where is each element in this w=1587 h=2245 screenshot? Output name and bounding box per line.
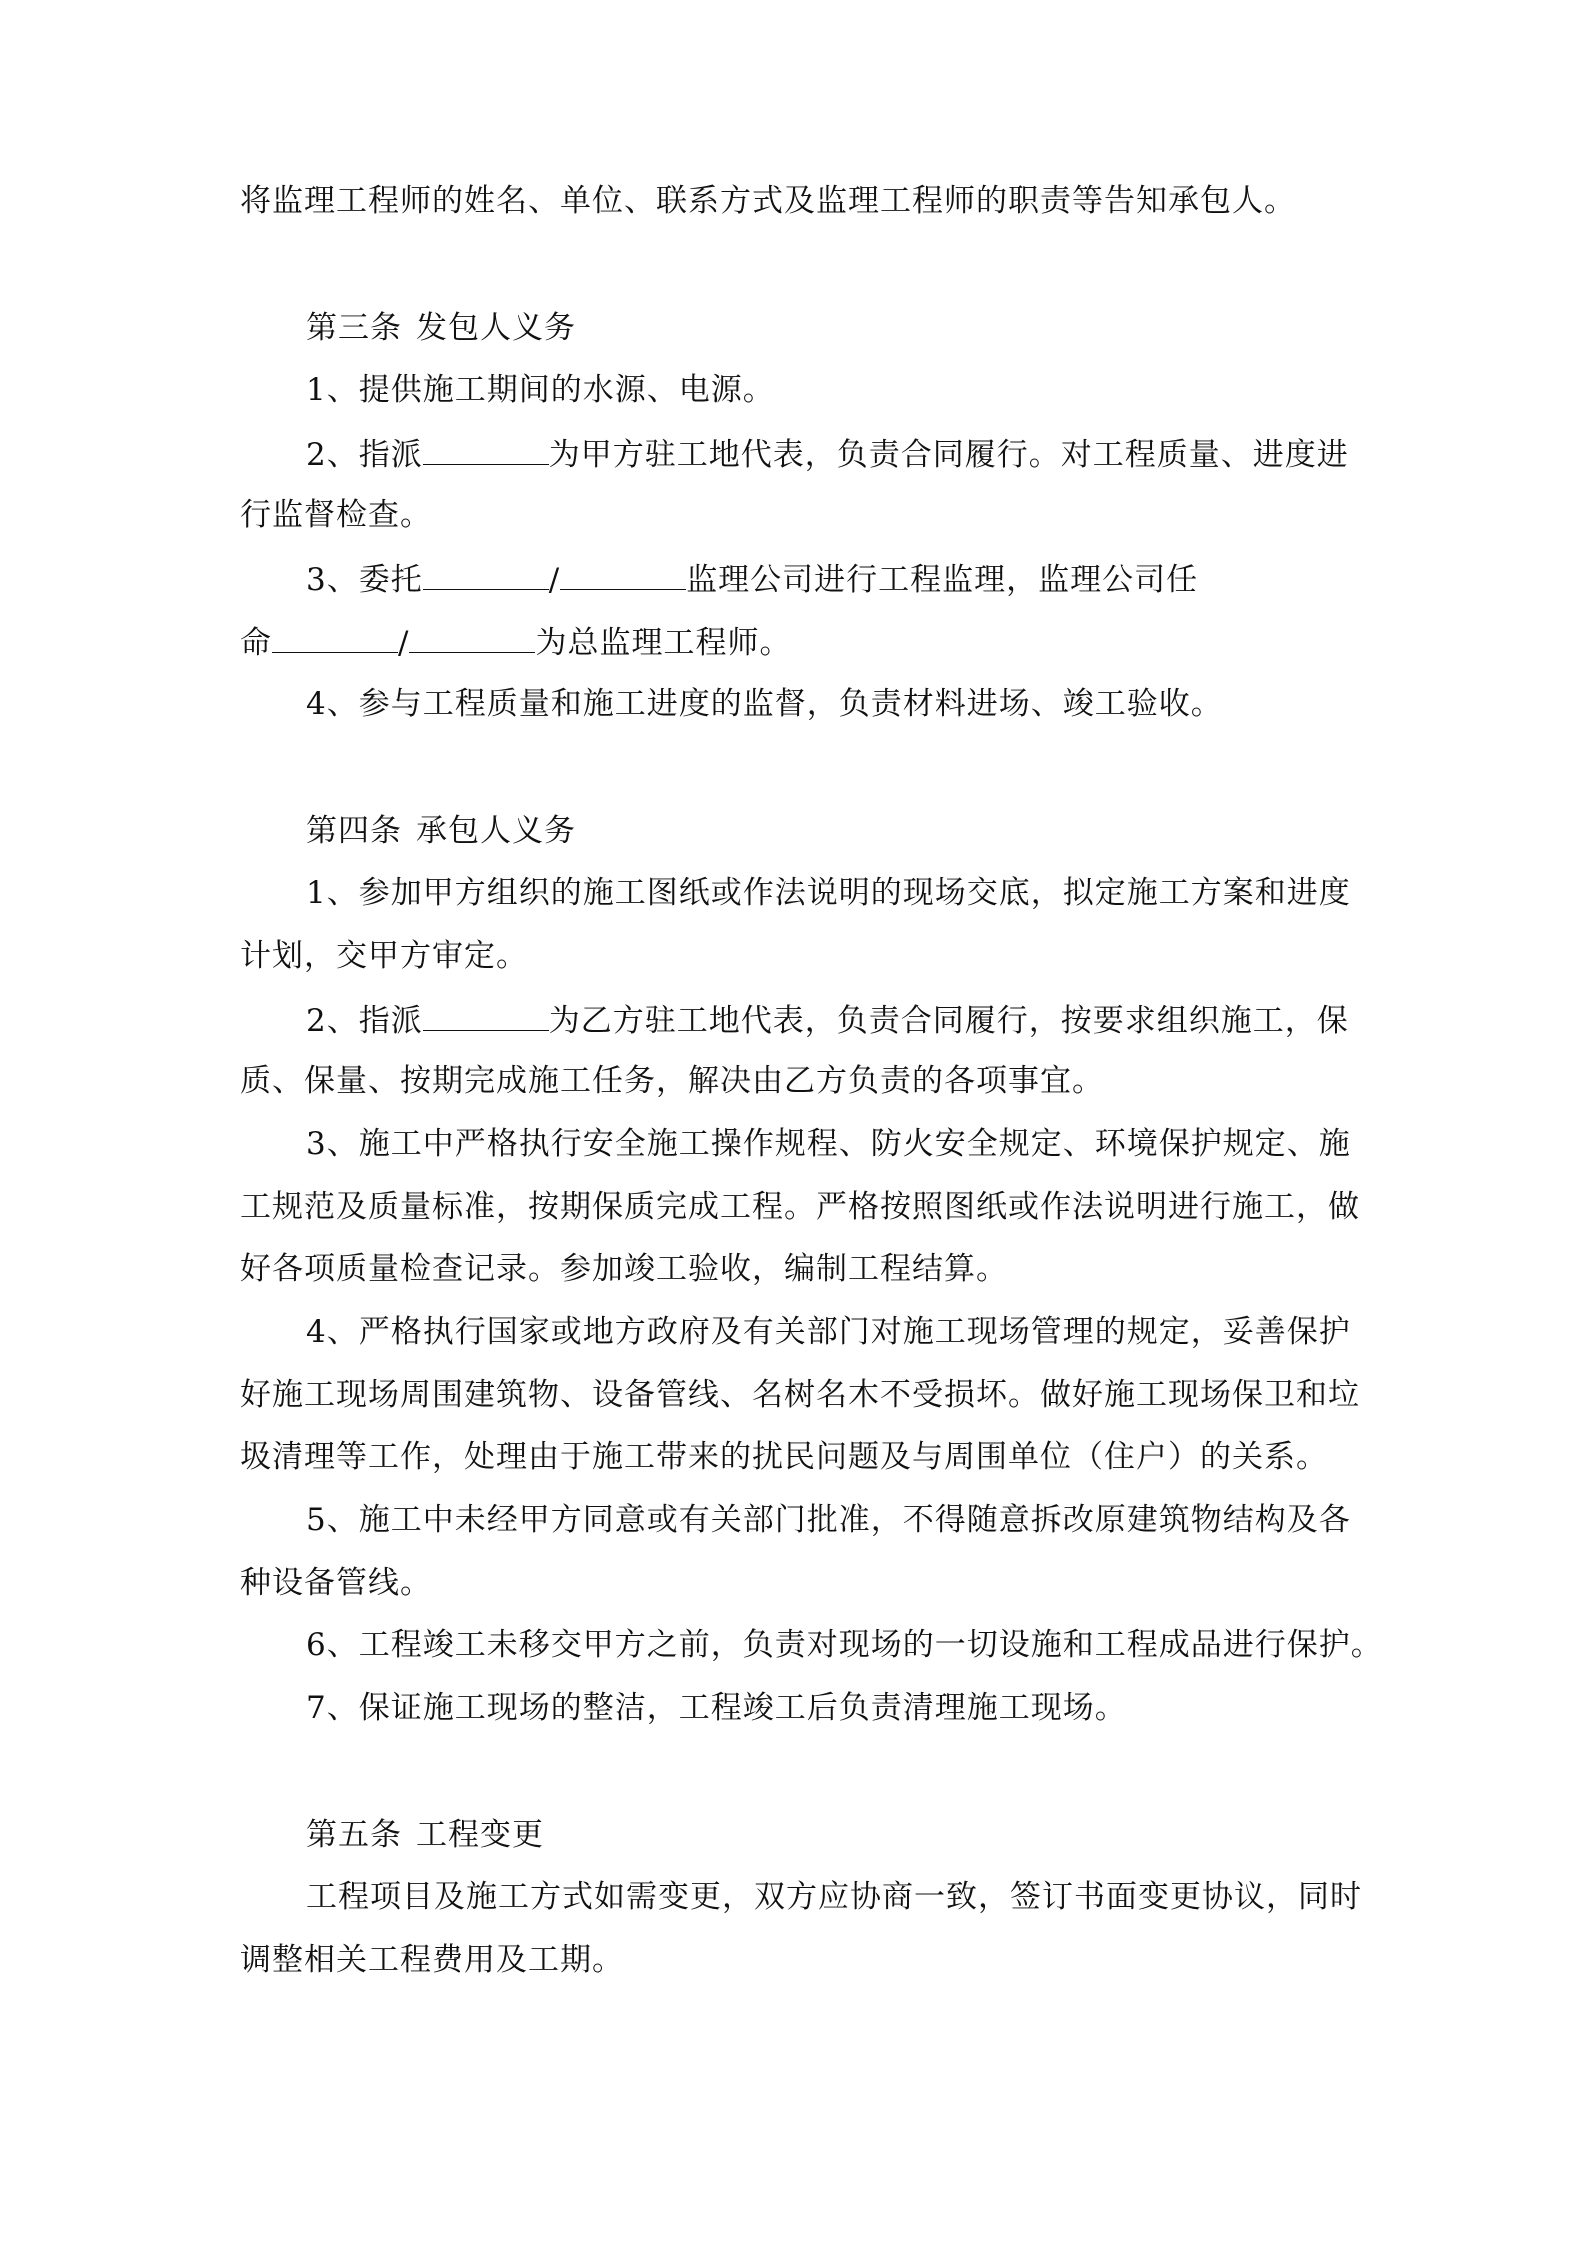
article-4-line: 好施工现场周围建筑物、设备管线、名树名木不受损坏。做好施工现场保卫和垃 [240,1377,1360,1413]
item-2-prefix: 2、指派 [306,1003,423,1039]
article-3-title: 发包人义务 [416,310,576,346]
article-4-number: 第四条 [306,813,402,849]
item-2-text: 为甲方驻工地代表，负责合同履行。对工程质量、进度进 [548,437,1349,473]
blank-field [423,438,549,465]
article-3-item-3 [240,563,1426,596]
article-4-line: 5、施工中未经甲方同意或有关部门批准，不得随意拆改原建筑物结构及各 [306,1502,1351,1538]
article-3-item-2 [240,438,1426,471]
article-4-heading [240,813,1426,849]
blank-field [423,1004,549,1031]
article-4-line: 1、参加甲方组织的施工图纸或作法说明的现场交底，拟定施工方案和进度 [306,875,1351,911]
item-2-prefix: 2、指派 [306,437,423,473]
slash-separator: / [398,625,410,661]
article-4-line: 种设备管线。 [240,1565,432,1601]
article-3-item-4: 4、参与工程质量和施工进度的监督，负责材料进场、竣工验收。 [306,686,1223,722]
article-5-number: 第五条 [306,1817,402,1853]
continuation-text: 将监理工程师的姓名、单位、联系方式及监理工程师的职责等告知承包人。 [240,183,1296,219]
article-4-line: 圾清理等工作，处理由于施工带来的扰民问题及与周围单位（住户）的关系。 [240,1439,1328,1475]
article-4-line: 好各项质量检查记录。参加竣工验收，编制工程结算。 [240,1251,1008,1287]
article-5-line: 工程项目及施工方式如需变更，双方应协商一致，签订书面变更协议，同时 [306,1879,1362,1915]
article-4-line: 6、工程竣工未移交甲方之前，负责对现场的一切设施和工程成品进行保护。 [306,1627,1383,1663]
article-3-item-2-cont: 行监督检查。 [240,497,432,533]
blank-field [272,626,398,653]
article-4-line: 计划，交甲方审定。 [240,938,528,974]
item-3-cont-text: 为总监理工程师。 [535,625,792,661]
article-3-item-1: 1、提供施工期间的水源、电源。 [306,372,775,408]
article-5-heading [240,1817,1426,1853]
item-2-text: 为乙方驻工地代表，负责合同履行，按要求组织施工，保 [548,1003,1349,1039]
blank-field [409,626,535,653]
blank-field [423,563,549,590]
slash-separator: / [548,562,561,598]
item-3-text: 监理公司进行工程监理，监理公司任 [686,562,1199,598]
item-3-prefix: 3、委托 [306,562,423,598]
article-4-line: 7、保证施工现场的整洁，工程竣工后负责清理施工现场。 [306,1690,1127,1726]
item-3-cont-prefix: 命 [240,625,272,661]
article-4-item-2 [240,1004,1426,1037]
article-3-number: 第三条 [306,310,402,346]
article-5-title: 工程变更 [416,1817,544,1853]
article-4-line: 质、保量、按期完成施工任务，解决由乙方负责的各项事宜。 [240,1063,1104,1099]
blank-field [560,563,686,590]
article-4-line: 3、施工中严格执行安全施工操作规程、防火安全规定、环境保护规定、施 [306,1126,1351,1162]
article-5-line: 调整相关工程费用及工期。 [240,1942,624,1978]
article-4-title: 承包人义务 [416,813,576,849]
article-3-heading [240,310,1426,346]
article-4-line: 工规范及质量标准，按期保质完成工程。严格按照图纸或作法说明进行施工，做 [240,1189,1360,1225]
article-3-item-3-cont [240,626,1360,659]
article-4-line: 4、严格执行国家或地方政府及有关部门对施工现场管理的规定，妥善保护 [306,1314,1351,1350]
